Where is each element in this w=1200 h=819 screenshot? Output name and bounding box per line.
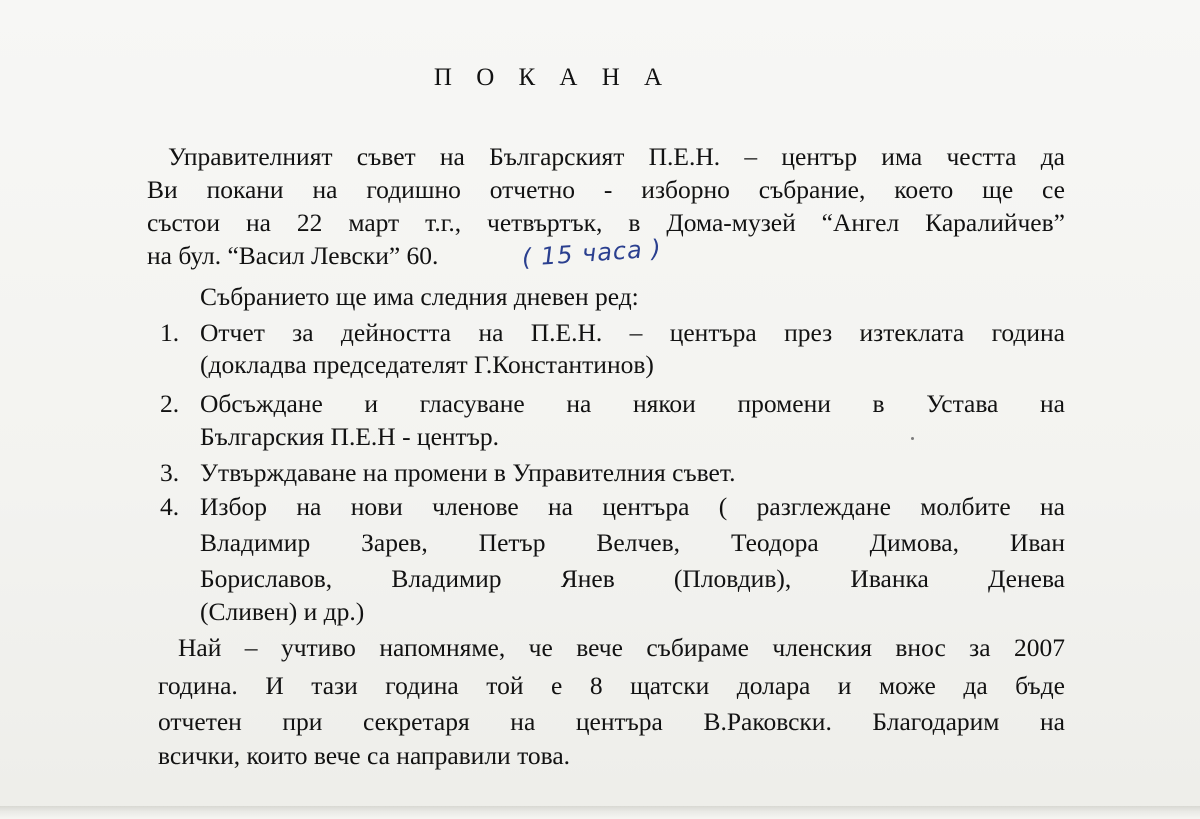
intro-line-3: състои на 22 март т.г., четвъртък, в Дома-музей “Ангел Каралийчев” xyxy=(147,208,1065,237)
agenda-item-line: Обсъждане и гласуване на някои промени в Устава на xyxy=(200,389,1065,418)
document-title: П О К А Н А xyxy=(433,64,672,91)
agenda-item-line: Отчет за дейността на П.Е.Н. – центъра през изтеклата година xyxy=(200,318,1065,347)
closing-line-4: всички, които вече са направили това. xyxy=(158,741,571,770)
intro-line-2: Ви покани на годишно отчетно - изборно събрание, което ще се xyxy=(147,175,1065,204)
intro-line-4: на бул. “Васил Левски” 60. xyxy=(147,241,439,270)
agenda-intro: Събранието ще има следния дневен ред: xyxy=(200,282,639,311)
agenda-item-line: (докладва председателят Г.Константинов) xyxy=(200,350,654,379)
intro-line-1: Управителният съвет на Българският П.Е.Н. – център има честта да xyxy=(168,142,1065,171)
handwritten-note: ( 15 часа ) xyxy=(521,234,663,272)
agenda-number: 2. xyxy=(160,389,180,418)
closing-line-2: година. И тази година той е 8 щатски долара и може да бъде xyxy=(158,671,1065,700)
paper-speck xyxy=(911,437,914,440)
agenda-number: 4. xyxy=(160,492,180,521)
closing-line-3: отчетен при секретаря на центъра В.Раковски. Благодарим на xyxy=(158,707,1065,736)
agenda-item-line: Утвърждаване на промени в Управителния съвет. xyxy=(200,458,736,487)
agenda-item-line: Бориславов, Владимир Янев (Пловдив), Иванка Денева xyxy=(200,564,1065,593)
agenda-item-line: (Сливен) и др.) xyxy=(200,597,365,626)
agenda-item-line: Българския П.Е.Н - център. xyxy=(200,422,500,451)
agenda-item-line: Владимир Зарев, Петър Велчев, Теодора Димова, Иван xyxy=(200,528,1065,557)
agenda-number: 1. xyxy=(160,318,180,347)
agenda-number: 3. xyxy=(160,458,180,487)
paper-edge xyxy=(0,806,1200,819)
closing-line-1: Най – учтиво напомняме, че вече събираме членския внос за 2007 xyxy=(178,633,1065,662)
agenda-item-line: Избор на нови членове на центъра ( разглеждане молбите на xyxy=(200,492,1065,521)
